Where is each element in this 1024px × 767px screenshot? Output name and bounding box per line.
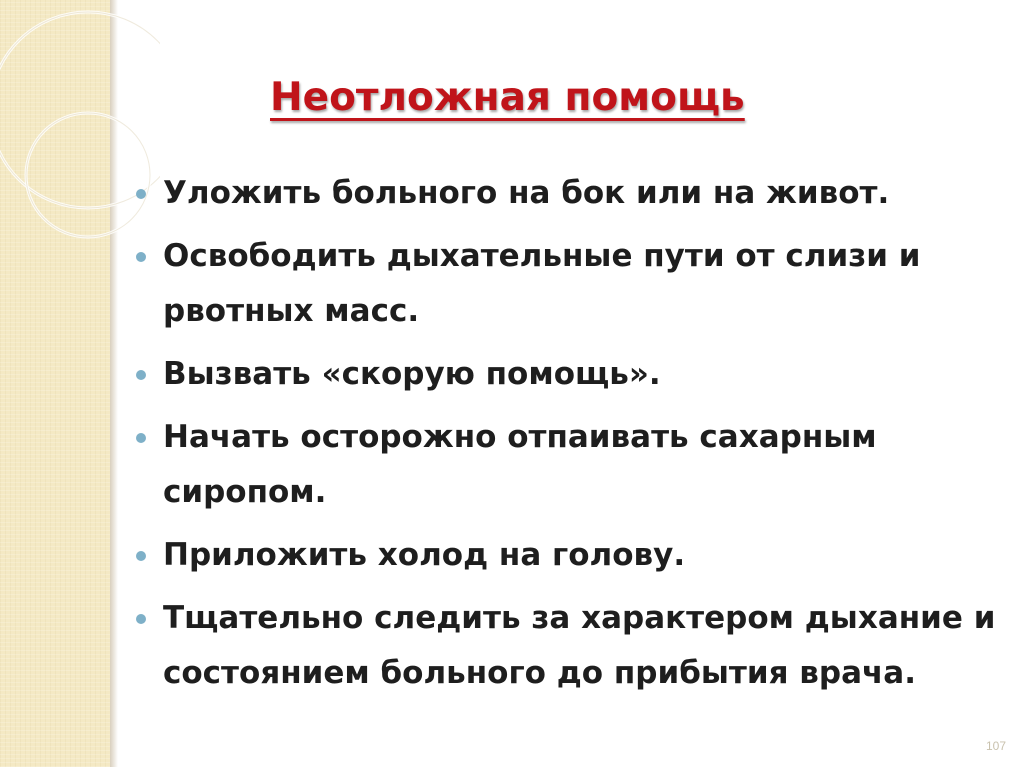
bullet-dot-icon: [136, 189, 146, 199]
bullet-text: Вызвать «скорую помощь».: [163, 356, 661, 392]
bullet-item: [133, 347, 1003, 402]
bullet-dot-icon: [136, 614, 146, 624]
bullet-dot-icon: [136, 370, 146, 380]
bullet-dot-icon: [136, 551, 146, 561]
bullet-text: Тщательно следить за характером дыхание и состоянием больного до прибытия врача.: [163, 600, 996, 691]
bullet-item: [133, 591, 1003, 701]
bullet-item: [133, 229, 1003, 339]
page-number: 107: [985, 739, 1006, 753]
slide-title-text: Неотложная помощь: [270, 75, 745, 120]
bullet-dot-icon: [136, 252, 146, 262]
bullet-text: Уложить больного на бок или на живот.: [163, 175, 890, 211]
slide-title: [270, 70, 870, 126]
bullet-dot-icon: [136, 433, 146, 443]
bullet-item: [133, 166, 1003, 221]
bullet-text: Начать осторожно отпаивать сахарным сиропом.: [163, 419, 877, 510]
bullet-item: [133, 410, 1003, 520]
bullet-item: [133, 528, 1003, 583]
bullet-text: Освободить дыхательные пути от слизи и рвотных масс.: [163, 238, 921, 329]
bullet-list: [133, 166, 1003, 709]
bullet-text: Приложить холод на голову.: [163, 537, 686, 573]
